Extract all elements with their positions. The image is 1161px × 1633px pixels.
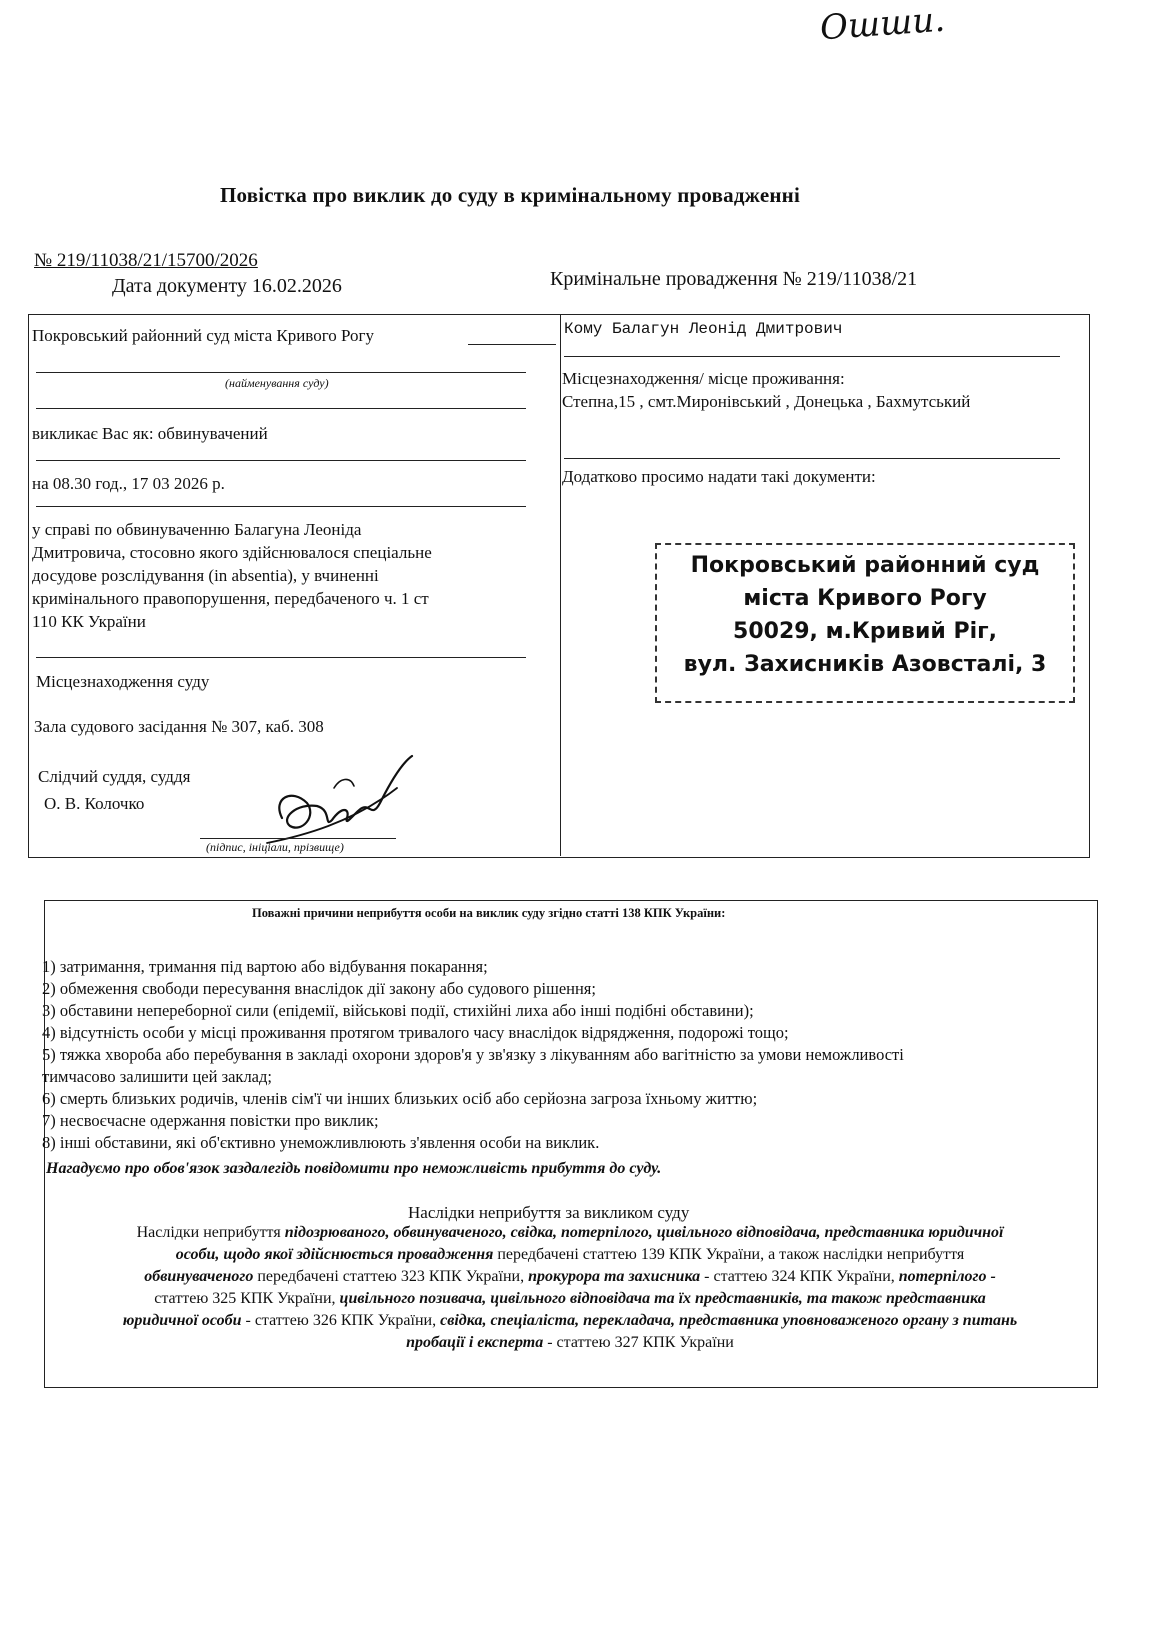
list-item: 6) смерть близьких родичів, членів сім'ї чи інших близьких осіб або серйозна загроза їхньому життю; xyxy=(42,1089,758,1108)
underline xyxy=(36,657,526,658)
list-item: тимчасово залишити цей заклад; xyxy=(42,1067,272,1086)
recipient: Кому Балагун Леонід Дмитрович xyxy=(564,320,843,338)
list-item: 7) несвоєчасне одержання повістки про виклик; xyxy=(42,1111,379,1130)
signature-caption: (підпис, ініціали, прізвище) xyxy=(206,840,344,854)
residence-value: Степна,15 , смт.Миронівський , Донецька , Бахмутський xyxy=(562,392,971,411)
consequences-text: Наслідки неприбуття підозрюваного, обвинуваченого, свідка, потерпілого, цивільного відповідача, представника юридичної особи, щодо якої здійснюється провадження передбачені статтею 139 КПК України, а також наслідки неприбуття обвинуваченого передбачені статтею 323 КПК України, прокурора та захисника - статтею 324 КПК України, потерпілого - статтею 325 КПК України, цивільного позивача, цивільного відповідача та їх представників, та також представника юридичної особи - статтею 326 КПК України, свідка, спеціаліста, перекладача, представника уповноваженого органу з питань пробації і експерта - статтею 327 КПК України xyxy=(122,1224,1018,1351)
judge-name: О. В. Колочко xyxy=(44,794,145,813)
reasons-title: Поважні причини неприбуття особи на виклик суду згідно статті 138 КПК України: xyxy=(252,906,726,920)
court-location-label: Місцезнаходження суду xyxy=(36,672,210,691)
court-stamp: Покровський районний суд міста Кривого Рогу 50029, м.Кривий Ріг, вул. Захисників Азовсталі, 3 xyxy=(655,543,1075,703)
underline xyxy=(36,506,526,507)
reasons-list xyxy=(42,956,904,1154)
extra-docs-label: Додатково просимо надати такі документи: xyxy=(562,467,876,486)
summoned-as: викликає Вас як: обвинувачений xyxy=(32,424,268,443)
list-item: 4) відсутність особи у місці проживання протягом тривалого часу внаслідок відрядження, подорожі тощо; xyxy=(42,1023,789,1042)
underline xyxy=(36,408,526,409)
page-title: Повістка про виклик до суду в кримінальному провадженні xyxy=(220,183,800,207)
criminal-case-number: Кримінальне провадження № 219/11038/21 xyxy=(550,268,918,290)
handwritten-note: Ошши. xyxy=(818,0,947,49)
case-description: у справі по обвинуваченню Балагуна Леоніда Дмитровича, стосовно якого здійснювалося спеціальне досудове розслідування (in absentia), у вчиненні кримінального правопорушення, передбаченого ч. 1 ст 110 КК України xyxy=(32,520,432,631)
underline xyxy=(564,356,1060,357)
underline xyxy=(36,372,526,373)
signature-line xyxy=(200,838,396,839)
list-item: 1) затримання, тримання під вартою або відбування покарання; xyxy=(42,957,488,976)
underline xyxy=(564,458,1060,459)
underline xyxy=(36,460,526,461)
residence-label: Місцезнаходження/ місце проживання: xyxy=(562,369,845,388)
list-item: 3) обставини непереборної сили (епідемії, військові події, стихійні лиха або інші подібні обставини); xyxy=(42,1001,754,1020)
judge-label: Слідчий суддя, суддя xyxy=(38,767,191,786)
hearing-datetime: на 08.30 год., 17 03 2026 р. xyxy=(32,474,225,493)
list-item: 2) обмеження свободи пересування внаслідок дії закону або судового рішення; xyxy=(42,979,596,998)
court-name-caption: (найменування суду) xyxy=(225,376,329,390)
document-number: № 219/11038/21/15700/2026 xyxy=(34,250,258,271)
court-name: Покровський районний суд міста Кривого Рогу xyxy=(32,326,375,345)
underline xyxy=(468,344,556,345)
reminder: Нагадуємо про обов'язок заздалегідь повідомити про неможливість прибуття до суду. xyxy=(46,1160,662,1177)
list-item: 5) тяжка хвороба або перебування в закладі охорони здоров'я у зв'язку з лікуванням або вагітністю за умови неможливості xyxy=(42,1045,904,1064)
consequences-title: Наслідки неприбуття за викликом суду xyxy=(408,1203,690,1222)
document-date: Дата документу 16.02.2026 xyxy=(112,275,342,297)
courtroom: Зала судового засідання № 307, каб. 308 xyxy=(34,717,324,736)
column-divider xyxy=(560,314,561,856)
list-item: 8) інші обставини, які об'єктивно унеможливлюють з'явлення особи на виклик. xyxy=(42,1133,600,1152)
